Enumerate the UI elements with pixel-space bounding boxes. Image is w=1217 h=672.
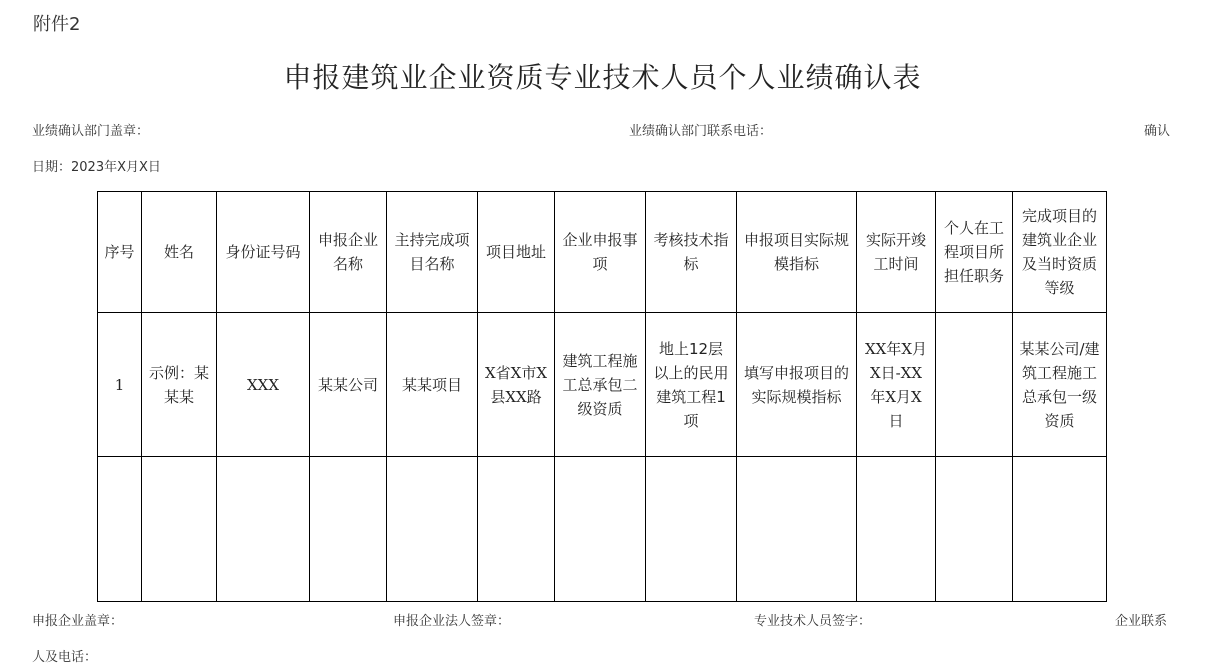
table-cell: 建筑工程施工总承包二级资质 (555, 313, 646, 457)
date-label: 日期：2023年X月X日 (32, 160, 161, 175)
table-cell: 某某公司 (310, 313, 387, 457)
table-cell: XXX (217, 313, 310, 457)
header-cell-name: 姓名 (142, 192, 217, 313)
dept-phone-label: 业绩确认部门联系电话： (629, 124, 773, 139)
table-cell: XX年X月X日-XX年X月X日 (857, 313, 936, 457)
table-cell (737, 457, 857, 602)
table-row (98, 313, 1107, 457)
company-seal-label: 申报企业盖章： (32, 614, 124, 629)
table-cell (857, 457, 936, 602)
header-cell-scale-indicator: 申报项目实际规模指标 (737, 192, 857, 313)
attachment-label: 附件2 (33, 14, 81, 35)
table-cell (936, 313, 1013, 457)
header-cell-application-item: 企业申报事项 (555, 192, 646, 313)
header-cell-tech-indicator: 考核技术指标 (646, 192, 737, 313)
header-cell-work-period: 实际开竣工时间 (857, 192, 936, 313)
table-cell: 示例：某某某 (142, 313, 217, 457)
table-cell (217, 457, 310, 602)
table-cell (310, 457, 387, 602)
header-cell-project-name: 主持完成项目名称 (387, 192, 478, 313)
table-cell: X省X市X县XX路 (478, 313, 555, 457)
table-cell (936, 457, 1013, 602)
tech-sign-label: 专业技术人员签字： (754, 614, 872, 629)
table-cell (98, 457, 142, 602)
table-cell: 填写申报项目的实际规模指标 (737, 313, 857, 457)
contact-label-continued: 人及电话： (32, 650, 98, 665)
performance-table (97, 191, 1107, 602)
header-cell-position: 个人在工程项目所担任职务 (936, 192, 1013, 313)
table-row (98, 457, 1107, 602)
legal-sign-label: 申报企业法人签章： (393, 614, 511, 629)
table-cell: 1 (98, 313, 142, 457)
table-cell (387, 457, 478, 602)
confirm-label: 确认 (1144, 124, 1171, 139)
table-cell (555, 457, 646, 602)
dept-seal-label: 业绩确认部门盖章： (32, 124, 150, 139)
header-cell-company: 申报企业名称 (310, 192, 387, 313)
table-cell (1013, 457, 1107, 602)
header-cell-project-address: 项目地址 (478, 192, 555, 313)
contact-label: 企业联系 (1115, 614, 1168, 629)
table-cell: 地上12层以上的民用建筑工程1项 (646, 313, 737, 457)
table-cell (646, 457, 737, 602)
header-cell-index: 序号 (98, 192, 142, 313)
page-title: 申报建筑业企业资质专业技术人员个人业绩确认表 (283, 61, 922, 94)
table-header-row (98, 192, 1107, 313)
header-cell-id-number: 身份证号码 (217, 192, 310, 313)
table-cell (478, 457, 555, 602)
table-cell: 某某公司/建筑工程施工总承包一级资质 (1013, 313, 1107, 457)
header-cell-qualification: 完成项目的建筑业企业及当时资质等级 (1013, 192, 1107, 313)
table-cell: 某某项目 (387, 313, 478, 457)
table-cell (142, 457, 217, 602)
